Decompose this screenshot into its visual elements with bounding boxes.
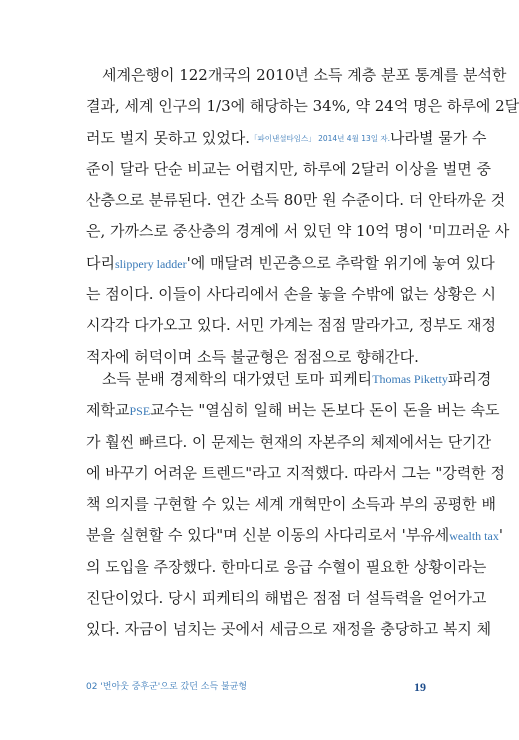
text-run: 의 도입을 주장했다. 한마디로 응급 수혈이 필요한 상황이라는 (86, 557, 487, 576)
text-line (86, 614, 492, 645)
text-run: 나라별 물가 수 (390, 128, 487, 147)
english-gloss: slippery ladder (114, 256, 187, 271)
text-line (86, 279, 496, 310)
text-run: 시각각 다가오고 있다. 서민 가계는 점점 말라가고, 정부도 재정 (86, 316, 496, 335)
text-run: 파리경 (447, 370, 492, 388)
text-line (86, 248, 495, 279)
text-line (86, 364, 492, 395)
text-run: 에 바꾸기 어려운 트렌드"라고 지적했다. 따라서 그는 "강력한 정 (86, 463, 505, 482)
text-run: 가 훨씬 빠르다. 이 문제는 현재의 자본주의 체제에서는 단기간 (86, 432, 492, 451)
english-gloss: PSE (129, 404, 151, 419)
text-run: 책 의지를 구현할 수 있는 세계 개혁만이 소득과 부의 공평한 배 (86, 495, 496, 514)
text-run: 준이 달라 단순 비교는 어렵지만, 하루에 2달러 이상을 벌면 중 (86, 159, 491, 178)
text-run: '에 매달려 빈곤층으로 추락할 위기에 놓여 있다 (186, 253, 495, 272)
text-line (86, 395, 500, 426)
text-run: 다리 (86, 253, 115, 272)
page-number: 19 (414, 680, 426, 694)
text-run: 러도 벌지 못하고 있었다. (86, 128, 250, 147)
text-line (86, 427, 492, 458)
text-line (86, 91, 519, 122)
page-footer (86, 677, 426, 697)
text-line (86, 458, 505, 489)
text-run: 소득 분배 경제학의 대가였던 토마 피케티 (102, 370, 373, 388)
text-line (86, 520, 503, 551)
text-line (86, 123, 487, 154)
paragraph-2 (86, 364, 505, 646)
text-line (86, 154, 491, 185)
text-line (86, 60, 507, 91)
text-run: 결과, 세계 인구의 1/3에 해당하는 34%, 약 24억 명은 하루에 2달 (86, 97, 519, 116)
text-run: 있다. 자금이 넘치는 곳에서 세금으로 재정을 충당하고 복지 체 (86, 620, 492, 639)
text-run: 산층으로 분류된다. 연간 소득 80만 원 수준이다. 더 안타까운 것 (86, 191, 506, 210)
text-run: 제학교 (86, 401, 130, 420)
paragraph-1 (86, 60, 519, 373)
text-run: 진단이었다. 당시 피케티의 해법은 점점 더 설득력을 얻어가고 (86, 589, 487, 608)
text-run: 분을 실현할 수 있다"며 신분 이동의 사다리로서 '부유세 (86, 526, 450, 545)
text-line (86, 216, 510, 247)
text-run: 는 점이다. 이들이 사다리에서 손을 놓을 수밖에 없는 상황은 시 (86, 285, 496, 304)
text-line (86, 310, 496, 341)
text-line (86, 552, 487, 583)
text-line (86, 489, 496, 520)
text-line (86, 583, 487, 614)
english-gloss: Thomas Piketty (372, 372, 448, 386)
text-run: 세계은행이 122개국의 2010년 소득 계층 분포 통계를 분석한 (102, 66, 507, 84)
text-run: 교수는 "열심히 일해 버는 돈보다 돈이 돈을 버는 속도 (150, 401, 500, 420)
english-gloss: wealth tax (449, 529, 499, 544)
citation-note: 「파이낸셜타임스」 2014년 4월 13일 자. (249, 133, 391, 143)
text-line (86, 185, 506, 216)
text-run: 적자에 허덕이며 소득 불균형은 점점으로 향해간다. (86, 347, 419, 366)
text-run: ' (498, 526, 503, 545)
chapter-title: 02 '번아웃 중후군'으로 갔던 소득 불균형 (86, 682, 248, 692)
text-run: 은, 가까스로 중산층의 경계에 서 있던 약 10억 명이 '미끄러운 사 (86, 222, 510, 241)
